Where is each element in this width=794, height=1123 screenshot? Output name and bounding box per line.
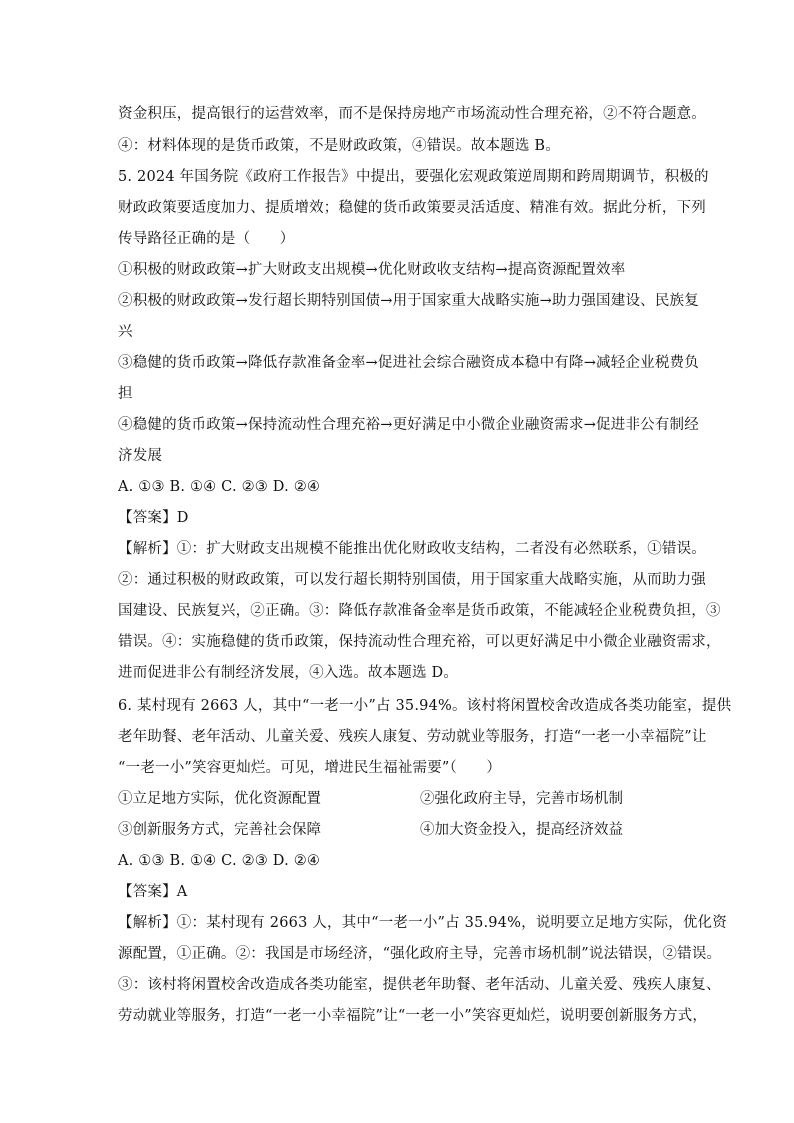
question-5-explanation: ②：通过积极的财政政策，可以发行超长期特别国债，用于国家重大战略实施，从而助力强 — [118, 572, 706, 588]
question-5-option-1: ①积极的财政政策→扩大财政支出规模→优化财政收支结构→提高资源配置效率 — [118, 262, 626, 278]
question-5-answer: 【答案】D — [118, 510, 189, 526]
question-5-choices: A. ①③ B. ①④ C. ②③ D. ②④ — [118, 479, 321, 495]
question-5-option-4: ④稳健的货币政策→保持流动性合理充裕→更好满足中小微企业融资需求→促进非公有制经 — [118, 417, 699, 433]
question-5-stem: 5. 2024 年国务院《政府工作报告》中提出，要强化宏观政策逆周期和跨周期调节，积极的 — [118, 169, 709, 185]
question-6-option-2: ②强化政府主导，完善市场机制 — [420, 791, 623, 807]
question-5-option-2: ②积极的财政政策→发行超长期特别国债→用于国家重大战略实施→助力强国建设、民族复 — [118, 293, 699, 309]
question-5-explanation: 错误。④：实施稳健的货币政策，保持流动性合理充裕，可以更好满足中小微企业融资需求， — [118, 634, 721, 650]
question-6-stem: 老年助餐、老年活动、儿童关爱、残疾人康复、劳动就业等服务，打造“一老一小幸福院”让 — [118, 729, 707, 745]
text-line: 资金积压，提高银行的运营效率，而不是保持房地产市场流动性合理充裕，②不符合题意。 — [118, 106, 706, 122]
question-5-option-3: ③稳健的货币政策→降低存款准备金率→促进社会综合融资成本稳中有降→减轻企业税费负 — [118, 355, 699, 371]
question-5-explanation: 进而促进非公有制经济发展，④入选。故本题选 D。 — [118, 665, 459, 681]
text-line: ④：材料体现的是货币政策，不是财政政策，④错误。故本题选 B。 — [118, 138, 560, 154]
question-5-stem: 传导路径正确的是（ ） — [118, 231, 295, 247]
question-6-options-row — [118, 820, 688, 840]
question-5-option-3: 担 — [118, 386, 133, 402]
question-6-option-4: ④加大资金投入，提高经济效益 — [420, 822, 623, 838]
question-6-explanation: 劳动就业等服务，打造“一老一小幸福院”让“一老一小”笑容更灿烂，说明要创新服务方式， — [118, 1008, 708, 1024]
question-6-explanation: ③：该村将闲置校舍改造成各类功能室，提供老年助餐、老年活动、儿童关爱、残疾人康复、 — [118, 977, 721, 993]
question-6-option-3: ③创新服务方式，完善社会保障 — [118, 822, 321, 838]
question-6-option-1: ①立足地方实际，优化资源配置 — [118, 791, 321, 807]
question-6-choices: A. ①③ B. ①④ C. ②③ D. ②④ — [118, 853, 321, 869]
question-5-explanation: 国建设、民族复兴，②正确。③：降低存款准备金率是货币政策，不能减轻企业税费负担，③ — [118, 603, 721, 619]
question-6-options-row — [118, 789, 688, 809]
question-6-stem: 6. 某村现有 2663 人，其中“一老一小”占 35.94%。该村将闲置校舍改造成各类功能室，提供 — [118, 698, 732, 714]
question-6-answer: 【答案】A — [118, 884, 188, 900]
question-5-stem: 财政政策要适度加力、提质增效；稳健的货币政策要灵活适度、精准有效。据此分析，下列 — [118, 200, 706, 216]
question-6-explanation: 【解析】①：某村现有 2663 人，其中“一老一小”占 35.94%，说明要立足地方实际，优化资 — [118, 915, 727, 931]
question-6-explanation: 源配置，①正确。②：我国是市场经济，“强化政府主导，完善市场机制”说法错误，②错误。 — [118, 946, 722, 962]
question-5-option-4: 济发展 — [118, 448, 163, 464]
question-5-option-2: 兴 — [118, 324, 133, 340]
question-5-explanation: 【解析】①：扩大财政支出规模不能推出优化财政收支结构，二者没有必然联系，①错误。 — [118, 541, 706, 557]
question-6-stem: “一老一小”笑容更灿烂。可见，增进民生福祉需要”（ ） — [118, 760, 502, 776]
